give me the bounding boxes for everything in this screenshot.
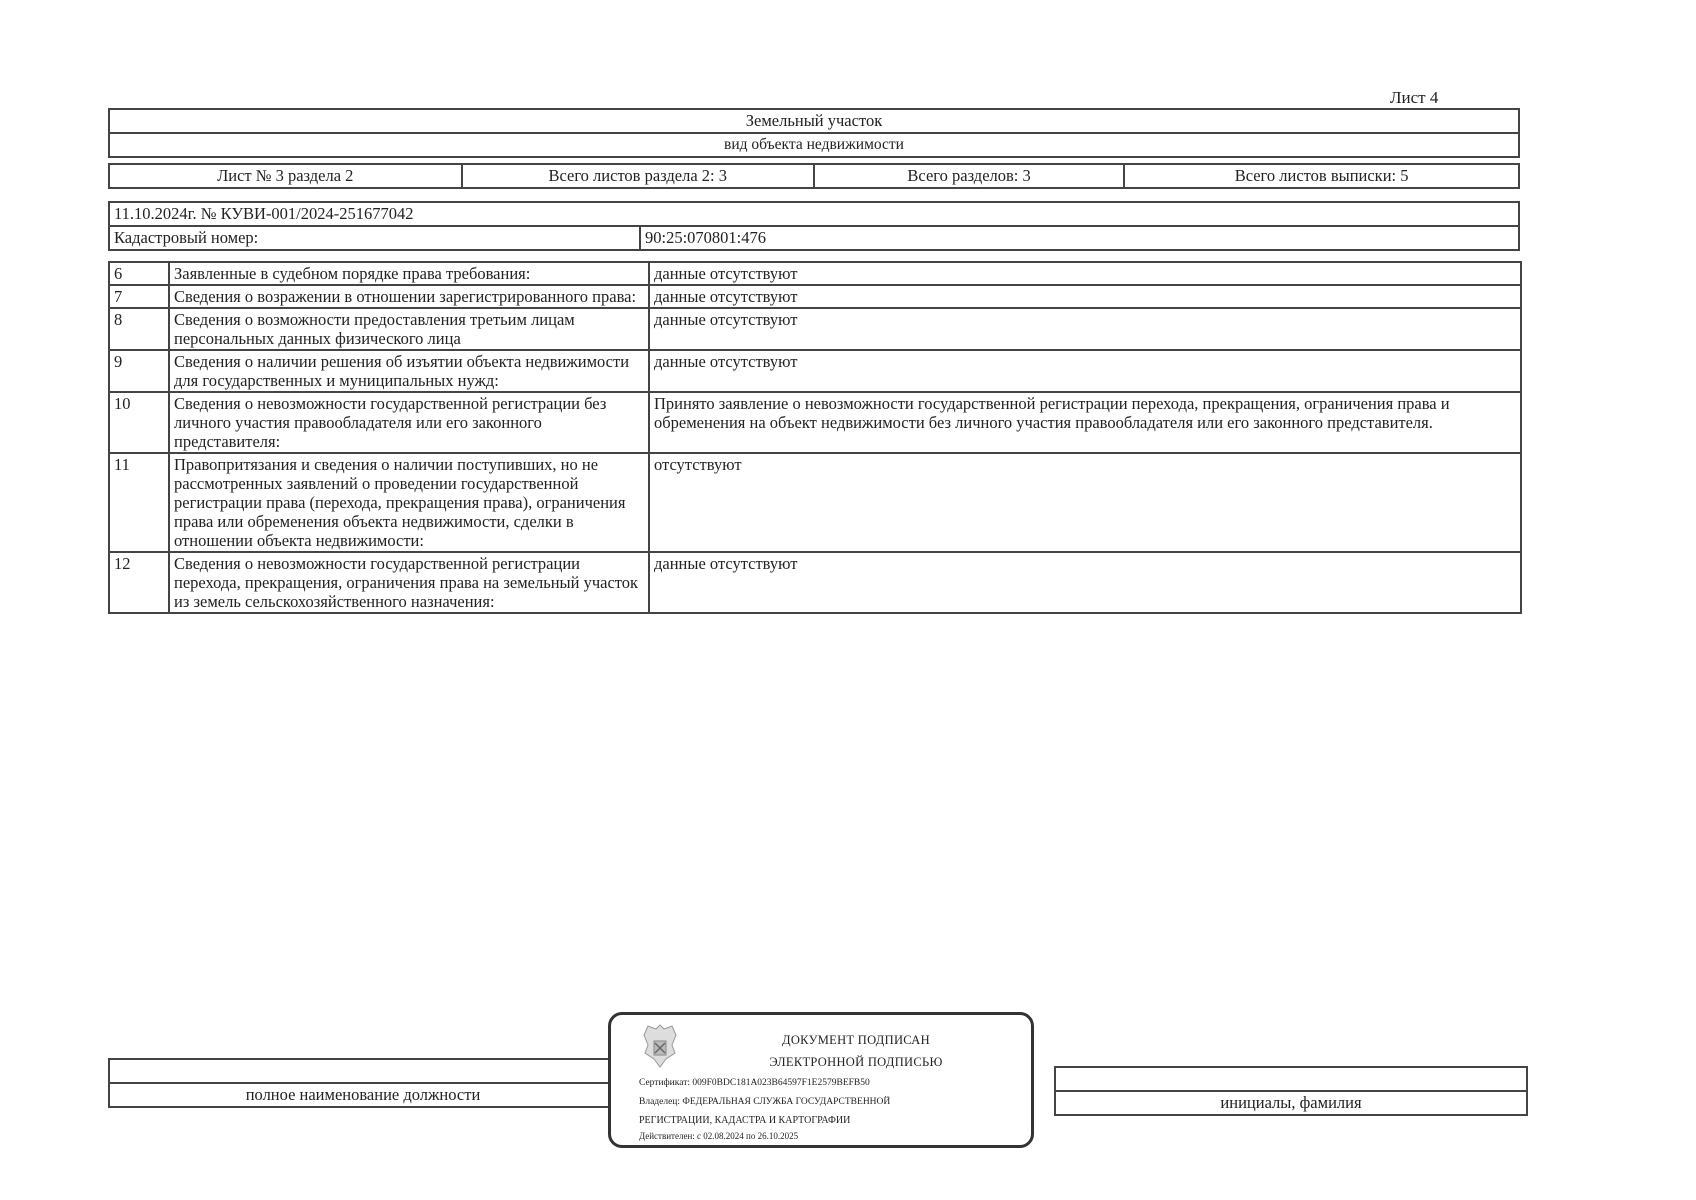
stamp-validity: Действителен: с 02.08.2024 по 26.10.2025 bbox=[639, 1131, 799, 1141]
object-type-header bbox=[108, 108, 1520, 158]
position-caption: полное наименование должности bbox=[245, 1085, 481, 1104]
table-row bbox=[109, 308, 1521, 350]
extract-sheets-total: Всего листов выписки: 5 bbox=[1124, 164, 1519, 188]
row-label: Сведения о возможности предоставления третьим лицам персональных данных физического лица bbox=[169, 308, 649, 350]
stamp-certificate: Сертификат: 009F0BDC181A023B64597F1E2579BEFB50 bbox=[639, 1078, 870, 1088]
row-label: Сведения о возражении в отношении зарегистрированного права: bbox=[169, 285, 649, 308]
row-number: 12 bbox=[109, 552, 169, 613]
stamp-title-1: ДОКУМЕНТ ПОДПИСАН bbox=[782, 1033, 930, 1047]
electronic-signature-stamp bbox=[608, 1012, 1034, 1148]
extract-number: 11.10.2024г. № КУВИ-001/2024-251677042 bbox=[109, 202, 1519, 226]
table-row bbox=[109, 285, 1521, 308]
row-value: Принято заявление о невозможности государственной регистрации перехода, прекращения, ограничения права и обременения на объект недвижимости без личного участия правообладателя или его законного представителя. bbox=[649, 392, 1521, 453]
row-number: 11 bbox=[109, 453, 169, 552]
row-label: Сведения о наличии решения об изъятии объекта недвижимости для государственных и муниципальных нужд: bbox=[169, 350, 649, 392]
table-row bbox=[109, 262, 1521, 285]
row-value: данные отсутствуют bbox=[649, 308, 1521, 350]
sheet-info-row bbox=[108, 163, 1520, 189]
object-type-caption: вид объекта недвижимости bbox=[109, 133, 1519, 157]
row-number: 7 bbox=[109, 285, 169, 308]
row-value: данные отсутствуют bbox=[649, 552, 1521, 613]
table-row bbox=[109, 350, 1521, 392]
extract-info bbox=[108, 201, 1520, 251]
sheet-number: Лист 4 bbox=[1390, 88, 1439, 107]
section-sheets-total: Всего листов раздела 2: 3 bbox=[462, 164, 815, 188]
table-row bbox=[109, 392, 1521, 453]
name-caption: инициалы, фамилия bbox=[1220, 1093, 1362, 1112]
stamp-owner-cont: РЕГИСТРАЦИИ, КАДАСТРА И КАРТОГРАФИИ bbox=[639, 1115, 851, 1126]
sheet-of-section: Лист № 3 раздела 2 bbox=[109, 164, 462, 188]
stamp-owner: Владелец: ФЕДЕРАЛЬНАЯ СЛУЖБА ГОСУДАРСТВЕННОЙ bbox=[639, 1097, 891, 1107]
row-number: 10 bbox=[109, 392, 169, 453]
row-label: Сведения о невозможности государственной регистрации перехода, прекращения, ограничения права на земельный участок из земель сельскохозяйственного назначения: bbox=[169, 552, 649, 613]
coat-of-arms-icon bbox=[639, 1021, 681, 1069]
row-label: Заявленные в судебном порядке права требования: bbox=[169, 262, 649, 285]
row-value: данные отсутствуют bbox=[649, 350, 1521, 392]
stamp-title-2: ЭЛЕКТРОННОЙ ПОДПИСЬЮ bbox=[769, 1055, 943, 1069]
row-value: данные отсутствуют bbox=[649, 285, 1521, 308]
row-label: Сведения о невозможности государственной регистрации без личного участия правообладателя или его законного представителя: bbox=[169, 392, 649, 453]
row-number: 9 bbox=[109, 350, 169, 392]
row-label: Правопритязания и сведения о наличии поступивших, но не рассмотренных заявлений о проведении государственной регистрации права (перехода, прекращения права), ограничения права или обременения объекта недвижимости, сделки в отношении объекта недвижимости: bbox=[169, 453, 649, 552]
row-value: отсутствуют bbox=[649, 453, 1521, 552]
object-type: Земельный участок bbox=[109, 109, 1519, 133]
row-number: 8 bbox=[109, 308, 169, 350]
sections-total: Всего разделов: 3 bbox=[814, 164, 1124, 188]
row-value: данные отсутствуют bbox=[649, 262, 1521, 285]
cadastral-number: 90:25:070801:476 bbox=[640, 226, 1519, 250]
row-number: 6 bbox=[109, 262, 169, 285]
name-signature-field bbox=[1054, 1066, 1528, 1116]
cadastral-label: Кадастровый номер: bbox=[109, 226, 640, 250]
table-row bbox=[109, 552, 1521, 613]
position-signature-field bbox=[108, 1058, 618, 1108]
table-row bbox=[109, 453, 1521, 552]
records-table bbox=[108, 261, 1522, 614]
